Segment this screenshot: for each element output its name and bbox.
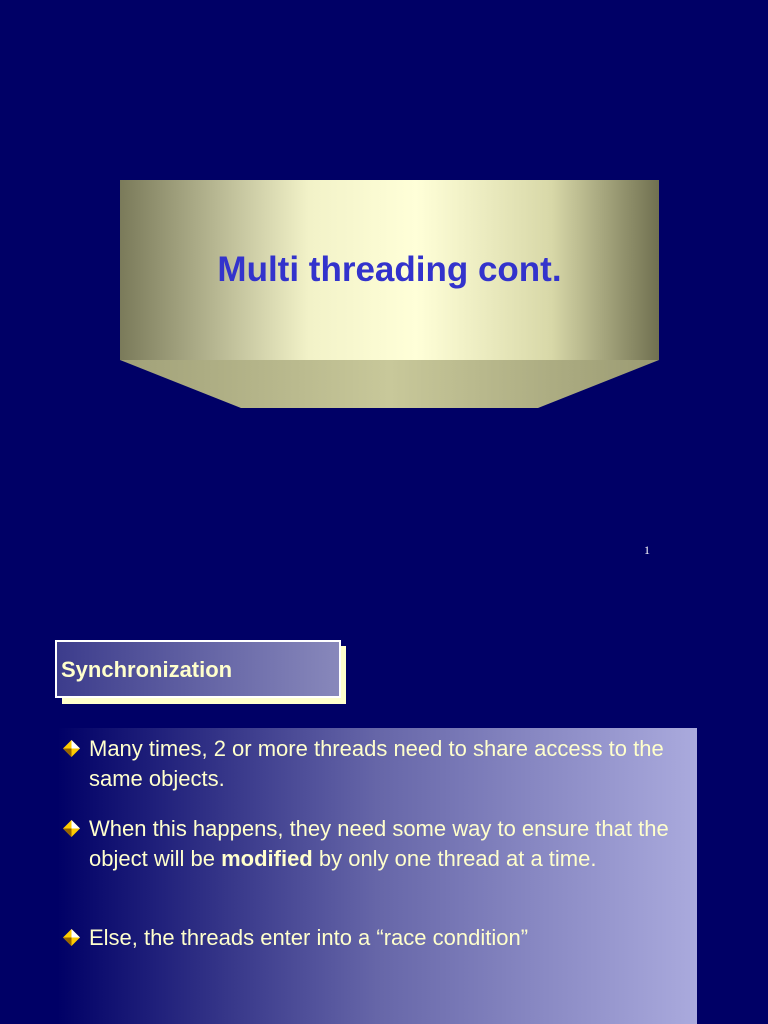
diamond-bullet-icon [63, 929, 80, 946]
bullet-text [89, 814, 679, 874]
bullet-text-emphasis: modified [221, 846, 313, 871]
bullet-text-part: When this happens, they need some way to ensure that the object will be [89, 816, 669, 871]
bullet-text: Else, the threads enter into a “race condition” [89, 925, 529, 950]
title-box [120, 180, 659, 408]
section-heading: Synchronization [61, 657, 233, 682]
bullet-text-part: by only one thread at a time. [312, 846, 597, 871]
diamond-bullet-icon [63, 740, 80, 757]
section-heading-box [55, 640, 341, 698]
bullet-text: Many times, 2 or more threads need to share access to the same objects. [89, 736, 664, 791]
page-number: 1 [644, 543, 650, 557]
content-slide [0, 600, 768, 1024]
bullet-panel [57, 728, 697, 1024]
slide-title: Multi threading cont. [217, 250, 562, 289]
diamond-bullet-icon [63, 820, 80, 837]
title-box-shape [120, 180, 659, 408]
